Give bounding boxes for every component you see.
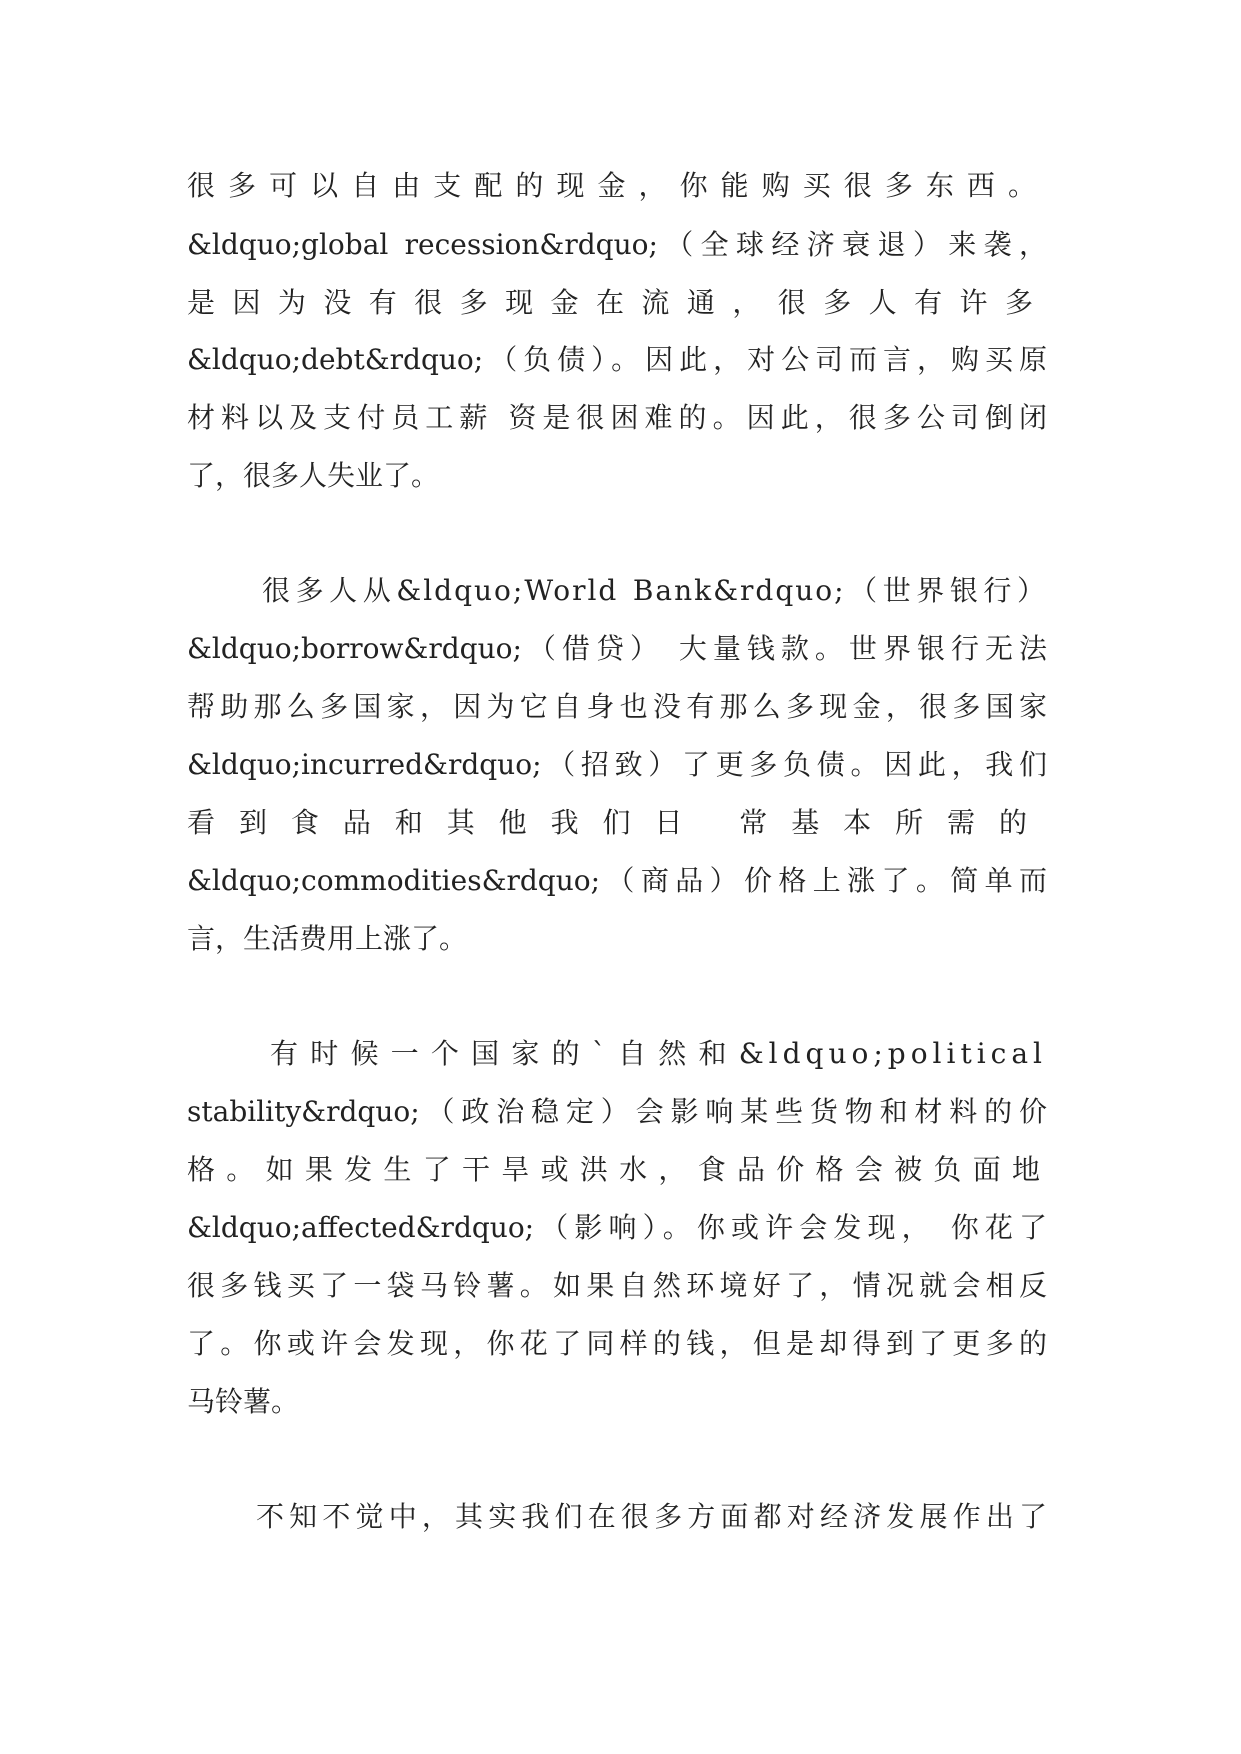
text-line: 很多钱买了一袋马铃薯。如果自然环境好了，情况就会相反 (187, 1269, 1047, 1302)
text-line: 了，很多人失业了。 (187, 459, 440, 492)
text-line: 马铃薯。 (187, 1385, 300, 1418)
text-line: 材料以及支付员工薪 资是很困难的。因此，很多公司倒闭 (187, 401, 1047, 434)
text-line: &ldquo;global recession&rdquo;（全球经济衰退）来袭， (187, 228, 1047, 261)
text-line: 帮助那么多国家，因为它自身也没有那么多现金，很多国家 (187, 690, 1047, 723)
text-line: 格。如果发生了干旱或洪水，食品价格会被负面地 (187, 1153, 1047, 1186)
text-line: 是因为没有很多现金在流通，很多人有许多 (187, 286, 1047, 319)
text-line: 言，生活费用上涨了。 (187, 922, 468, 955)
text-line: 不知不觉中，其实我们在很多方面都对经济发展作出了 (256, 1500, 1047, 1533)
text-line: &ldquo;commodities&rdquo;（商品）价格上涨了。简单而 (187, 864, 1047, 897)
text-line: stability&rdquo;（政治稳定）会影响某些货物和材料的价 (187, 1095, 1047, 1128)
text-line: &ldquo;affected&rdquo;（影响）。你或许会发现， 你花了 (187, 1211, 1047, 1244)
text-line: &ldquo;borrow&rdquo;（借贷） 大量钱款。世界银行无法 (187, 632, 1047, 665)
text-line: 很多人从&ldquo;World Bank&rdquo;（世界银行） (262, 574, 1047, 607)
text-line: 看到食品和其他我们日 常基本所需的 (187, 806, 1047, 839)
text-line: 了。你或许会发现，你花了同样的钱，但是却得到了更多的 (187, 1327, 1047, 1360)
text-line: &ldquo;incurred&rdquo;（招致）了更多负债。因此，我们 (187, 748, 1047, 781)
text-line: 很多可以自由支配的现金，你能购买很多东西。 (187, 169, 1047, 202)
text-line: 有时候一个国家的`自然和&ldquo;political (270, 1037, 1047, 1070)
text-line: &ldquo;debt&rdquo;（负债）。因此，对公司而言，购买原 (187, 343, 1047, 376)
